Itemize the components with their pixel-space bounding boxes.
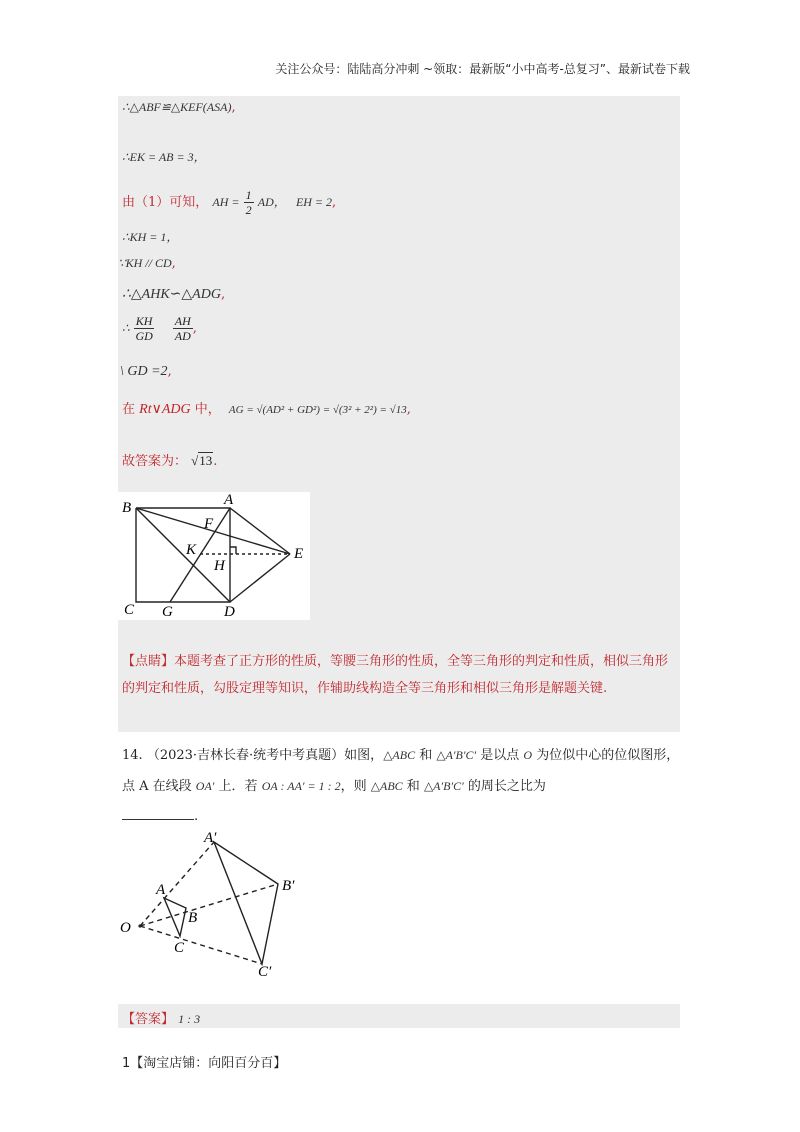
solution-line-7: ∴ $\frac{KH}{GD}$ $\frac{AH}{AD}$ ,: [122, 314, 197, 343]
label-C: C: [124, 602, 135, 618]
label-B: B: [122, 500, 132, 516]
label-A-prime: A′: [204, 830, 217, 846]
solution-line-9: 在 Rt∨ADG 中， AG = √(AD² + GD²) = √(3² + 2²) = √13,: [122, 402, 411, 417]
label-G: G: [162, 604, 173, 620]
solution-line-5: ∵KH // CD,: [118, 256, 176, 271]
geometry-figure-square: [118, 492, 310, 620]
solution-line-3: 由（1）可知， AH = $\frac{1}{2}$ AD， EH = 2,: [122, 188, 337, 217]
solution-line-1: ∴△ABF≌△KEF(ASA),: [122, 100, 236, 115]
label-A: A: [224, 492, 234, 508]
page-footer: 1【淘宝店铺：向阳百分百】: [122, 1056, 287, 1071]
label-C-prime: C′: [258, 964, 272, 978]
answer-background: [118, 1004, 680, 1028]
solution-line-8: \ GD =2,: [120, 364, 172, 379]
point-O: [138, 924, 141, 927]
label-E: E: [294, 546, 304, 562]
label-C: C: [174, 940, 185, 956]
fraction-kh-gd: $\frac{KH}{GD}$: [135, 314, 153, 343]
answer-blank: [122, 807, 194, 820]
question-14: 14. （2023·吉林长春·统考中考真题）如图，△ABC 和 △A′B′C′ 是以点 O 为位似中心的位似图形，点 A 在线段 OA′ 上．若 OA : AA′ = 1 : 2，则 △ABC 和 △A′B′C′ 的周长之比为 .: [122, 748, 680, 824]
label-D: D: [224, 604, 235, 620]
answer-tag: 【答案】: [122, 1012, 175, 1027]
page-header: 关注公众号：陆陆高分冲刺 ~领取：最新版“小中高考-总复习”、最新试卷下载: [275, 62, 690, 76]
geometry-figure-homothety: [118, 828, 308, 978]
solution-line-10: 故答案为： √13.: [122, 453, 218, 469]
fraction-one-half: $\frac{1}{2}$: [245, 188, 252, 217]
label-K: K: [186, 542, 197, 558]
fraction-ah-ad: $\frac{AH}{AD}$: [174, 314, 191, 343]
answer-value: 1 : 3: [178, 1012, 201, 1026]
commentary-tag: 【点睛】: [122, 654, 175, 669]
solution-line-6: ∴△AHK∽△ADG,: [122, 287, 226, 302]
label-A: A: [156, 882, 166, 898]
solution-line-2: ∴EK = AB = 3，: [122, 150, 206, 164]
solution-line-4: ∴KH = 1，: [122, 230, 179, 244]
commentary: [122, 648, 674, 702]
sqrt-answer: √13: [191, 453, 213, 468]
answer-line: [122, 1008, 200, 1027]
label-O: O: [120, 920, 131, 936]
label-B-prime: B′: [282, 878, 295, 894]
commentary-text: 本题考查了正方形的性质，等腰三角形的性质，全等三角形的判定和性质，相似三角形的判定和性质，勾股定理等知识，作辅助线构造全等三角形和相似三角形是解题关键.: [122, 654, 669, 696]
label-F: F: [204, 516, 214, 532]
label-H: H: [214, 558, 225, 574]
label-B: B: [188, 910, 198, 926]
